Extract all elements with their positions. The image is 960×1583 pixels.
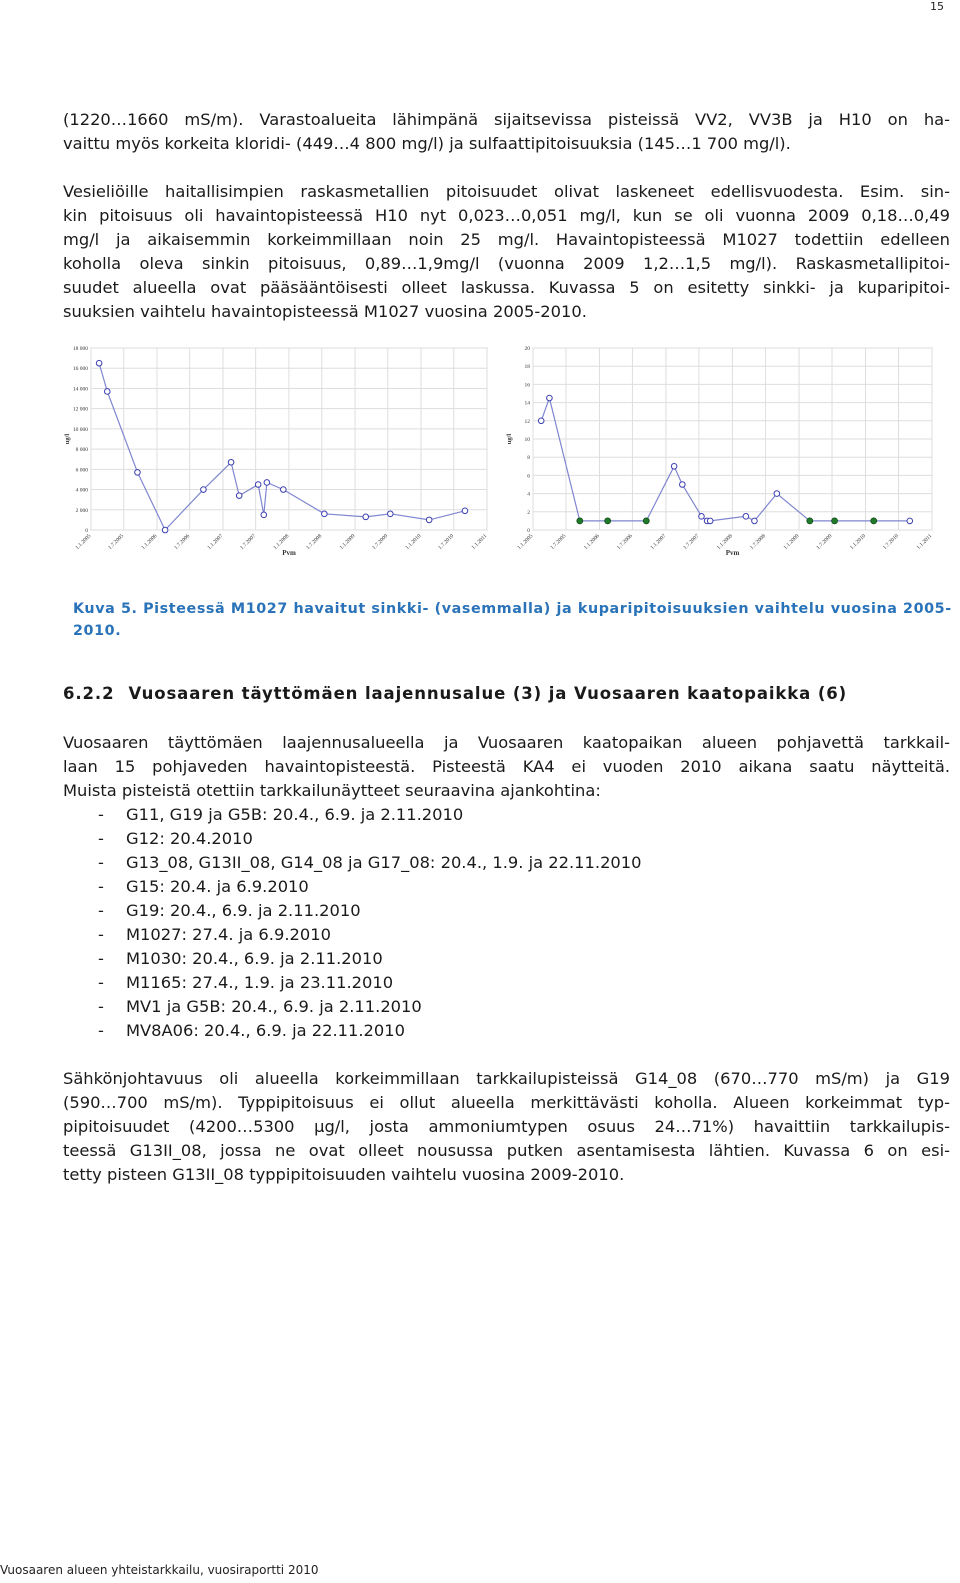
y-tick-label: 8 (527, 455, 530, 462)
x-tick-label: 1.1.2008 (715, 533, 734, 552)
y-tick-label: 2 000 (75, 507, 88, 514)
list-dash: - (98, 901, 104, 920)
y-tick-label: 12 (524, 418, 530, 425)
list-item (98, 827, 642, 851)
x-tick-label: 1.7.2008 (749, 533, 767, 552)
data-point (281, 487, 287, 493)
paragraph-line: vaittu myös korkeita kloridi- (449…4 800 mg/l) ja sulfaattipitoisuuksia (145…1 700 mg/l). (63, 134, 791, 153)
data-point (671, 464, 677, 470)
x-tick-label: 1.7.2005 (549, 533, 568, 552)
x-tick-label: 1.1.2010 (849, 533, 867, 552)
list-item-text: G12: 20.4.2010 (126, 829, 253, 848)
list-dash: - (98, 829, 104, 848)
list-item (98, 995, 642, 1019)
y-tick-label: 18 (524, 364, 530, 371)
data-point (547, 395, 553, 401)
y-tick-label: 0 (85, 528, 88, 534)
paragraph-line: (1220…1660 mS/m). Varastoalueita lähimpänä sijaitsevissa pisteissä VV2, VV3B ja H10 on ha- (63, 110, 950, 129)
paragraph-line: Vuosaaren täyttömäen laajennusalueella ja Vuosaaren kaatopaikan alueen pohjavettä tarkkail- (63, 733, 950, 752)
data-point (162, 527, 168, 533)
list-item (98, 971, 642, 995)
x-tick-label: 1.1.2009 (782, 533, 801, 552)
y-tick-label: 20 (524, 346, 530, 352)
list-dash: - (98, 877, 104, 896)
y-tick-label: 0 (527, 528, 530, 534)
y-tick-label: 14 (524, 400, 530, 407)
y-tick-label: 18 000 (72, 346, 88, 352)
paragraph-salinity (63, 108, 950, 156)
list-item-text: M1165: 27.4., 1.9. ja 23.11.2010 (126, 973, 394, 992)
page-number: 15 (930, 0, 944, 13)
y-tick-label: 6 (527, 473, 530, 480)
zinc-chart (63, 343, 495, 565)
data-point (538, 418, 544, 424)
x-tick-label: 1.7.2008 (305, 533, 324, 552)
paragraph-heavy-metals (63, 180, 950, 324)
sampling-dates-list (98, 803, 642, 1043)
paragraph-monitoring (63, 731, 950, 803)
x-tick-label: 1.7.2007 (239, 533, 258, 552)
data-point-below-limit (832, 518, 838, 524)
data-point (236, 493, 242, 499)
list-item (98, 875, 642, 899)
x-tick-label: 1.1.2007 (649, 533, 668, 552)
paragraph-line: suuksien vaihtelu havaintopisteessä M1027 vuosina 2005-2010. (63, 302, 587, 321)
page-footer: Vuosaaren alueen yhteistarkkailu, vuosiraportti 2010 (0, 1563, 319, 1577)
y-tick-label: 14 000 (72, 386, 88, 393)
paragraph-conductivity (63, 1067, 950, 1187)
list-item-text: MV1 ja G5B: 20.4., 6.9. ja 2.11.2010 (126, 997, 422, 1016)
list-item-text: G15: 20.4. ja 6.9.2010 (126, 877, 309, 896)
x-axis-label: Pvm (725, 549, 740, 557)
list-item-text: G19: 20.4., 6.9. ja 2.11.2010 (126, 901, 361, 920)
caption-line: 2010. (73, 623, 122, 639)
paragraph-line: Muista pisteistä otettiin tarkkailunäytteet seuraavina ajankohtina: (63, 781, 601, 800)
list-item (98, 923, 642, 947)
paragraph-line: mg/l ja aikaisemmin korkeimmillaan noin 25 mg/l. Havaintopisteessä M1027 todettiin edelleen (63, 230, 950, 249)
x-tick-label: 1.7.2010 (437, 533, 456, 552)
list-dash: - (98, 997, 104, 1016)
list-item-text: G11, G19 ja G5B: 20.4., 6.9. ja 2.11.2010 (126, 805, 464, 824)
y-tick-label: 6 000 (75, 467, 88, 474)
y-tick-label: 4 000 (75, 487, 88, 494)
y-tick-label: 10 (524, 437, 530, 443)
y-tick-label: 10 000 (72, 426, 88, 433)
data-point (907, 518, 913, 524)
data-point-below-limit (871, 518, 877, 524)
y-axis-label: ug/l (64, 433, 71, 445)
section-title: Vuosaaren täyttömäen laajennusalue (3) ja Vuosaaren kaatopaikka (6) (128, 684, 848, 703)
list-item-text: G13_08, G13II_08, G14_08 ja G17_08: 20.4., 1.9. ja 22.11.2010 (126, 853, 642, 872)
data-point-below-limit (643, 518, 649, 524)
data-point (264, 480, 270, 486)
x-tick-label: 1.1.2010 (404, 533, 423, 552)
x-tick-label: 1.1.2007 (206, 533, 225, 552)
list-item (98, 851, 642, 875)
paragraph-line: suudet alueella ovat pääsääntöisesti olleet laskussa. Kuvassa 5 on esitetty sinkki- ja kuparipitoi- (63, 278, 950, 297)
x-tick-label: 1.7.2006 (173, 533, 192, 552)
zinc-chart-svg (63, 343, 495, 565)
section-heading (63, 684, 847, 703)
data-point (255, 482, 261, 488)
x-tick-label: 1.1.2009 (338, 533, 357, 552)
list-item-text: M1030: 20.4., 6.9. ja 2.11.2010 (126, 949, 383, 968)
x-tick-label: 1.7.2010 (882, 533, 900, 552)
x-tick-label: 1.7.2005 (107, 533, 126, 552)
x-tick-label: 1.1.2005 (74, 533, 93, 552)
data-point (363, 514, 369, 520)
paragraph-line: tetty pisteen G13II_08 typpipitoisuuden vaihtelu vuosina 2009-2010. (63, 1165, 625, 1184)
x-tick-label: 1.1.2008 (272, 533, 291, 552)
y-tick-label: 16 (524, 382, 530, 389)
y-tick-label: 12 000 (72, 406, 88, 413)
data-point (96, 360, 102, 366)
data-point (201, 487, 207, 493)
list-dash: - (98, 853, 104, 872)
paragraph-line: teessä G13II_08, jossa ne ovat olleet nousussa putken asentamisesta lähtien. Kuvassa 6 on esi- (63, 1141, 950, 1160)
x-axis-label: Pvm (282, 549, 296, 557)
data-point (322, 511, 328, 517)
data-point (774, 491, 780, 497)
data-point-below-limit (577, 518, 583, 524)
data-point (699, 514, 705, 520)
x-tick-label: 1.1.2006 (140, 533, 159, 552)
list-dash: - (98, 949, 104, 968)
data-point (261, 512, 267, 518)
list-item (98, 899, 642, 923)
list-item-text: MV8A06: 20.4., 6.9. ja 22.11.2010 (126, 1021, 405, 1040)
paragraph-line: laan 15 pohjaveden havaintopisteestä. Pisteestä KA4 ei vuoden 2010 aikana saatu näytteitä. (63, 757, 950, 776)
data-point (426, 517, 432, 523)
copper-chart (505, 343, 940, 565)
data-point (680, 482, 686, 488)
paragraph-line: Vesieliöille haitallisimpien raskasmetallien pitoisuudet olivat laskeneet edellisvuodesta. Esim. sin- (63, 182, 950, 201)
caption-line: Kuva 5. Pisteessä M1027 havaitut sinkki- (vasemmalla) ja kuparipitoisuuksien vaihtelu vuosina 2005- (73, 601, 952, 617)
y-tick-label: 16 000 (72, 366, 88, 373)
paragraph-line: Sähkönjohtavuus oli alueella korkeimmillaan tarkkailupisteissä G14_08 (670…770 mS/m) ja G19 (63, 1069, 950, 1088)
list-item (98, 1019, 642, 1043)
y-axis-label: ug/l (506, 433, 513, 445)
y-tick-label: 2 (527, 509, 530, 516)
figure-caption (73, 598, 952, 642)
list-dash: - (98, 805, 104, 824)
y-tick-label: 8 000 (75, 447, 88, 454)
data-point (752, 518, 758, 524)
x-tick-label: 1.1.2011 (470, 533, 489, 551)
x-tick-label: 1.1.2005 (516, 533, 535, 552)
data-point (228, 459, 234, 465)
data-point (743, 514, 749, 520)
data-point (462, 508, 468, 514)
y-tick-label: 4 (527, 491, 530, 498)
x-tick-label: 1.1.2006 (583, 533, 601, 552)
list-item (98, 947, 642, 971)
data-point-below-limit (807, 518, 813, 524)
data-point (104, 389, 110, 395)
list-dash: - (98, 925, 104, 944)
x-tick-label: 1.1.2011 (915, 533, 934, 551)
x-tick-label: 1.7.2007 (682, 533, 701, 552)
x-tick-label: 1.7.2009 (371, 533, 390, 552)
data-point (135, 470, 141, 476)
paragraph-line: pipitoisuudet (4200…5300 µg/l, josta ammoniumtypen osuus 24…71%) havaittiin tarkkailupis- (63, 1117, 950, 1136)
x-tick-label: 1.7.2009 (815, 533, 834, 552)
list-dash: - (98, 1021, 104, 1040)
copper-chart-svg (505, 343, 940, 565)
list-item-text: M1027: 27.4. ja 6.9.2010 (126, 925, 331, 944)
data-point (707, 518, 713, 524)
data-point-below-limit (605, 518, 611, 524)
list-item (98, 803, 642, 827)
list-dash: - (98, 973, 104, 992)
paragraph-line: koholla oleva sinkin pitoisuus, 0,89…1,9mg/l (vuonna 2009 1,2…1,5 mg/l). Raskasmetallipitoi- (63, 254, 950, 273)
paragraph-line: kin pitoisuus oli havaintopisteessä H10 nyt 0,023…0,051 mg/l, kun se oli vuonna 2009 0,18…0,49 (63, 206, 950, 225)
data-point (388, 511, 394, 517)
x-tick-label: 1.7.2006 (615, 533, 634, 552)
paragraph-line: (590…700 mS/m). Typpipitoisuus ei ollut alueella merkittävästi koholla. Alueen korkeimmat typ- (63, 1093, 950, 1112)
section-number: 6.2.2 (63, 684, 115, 703)
